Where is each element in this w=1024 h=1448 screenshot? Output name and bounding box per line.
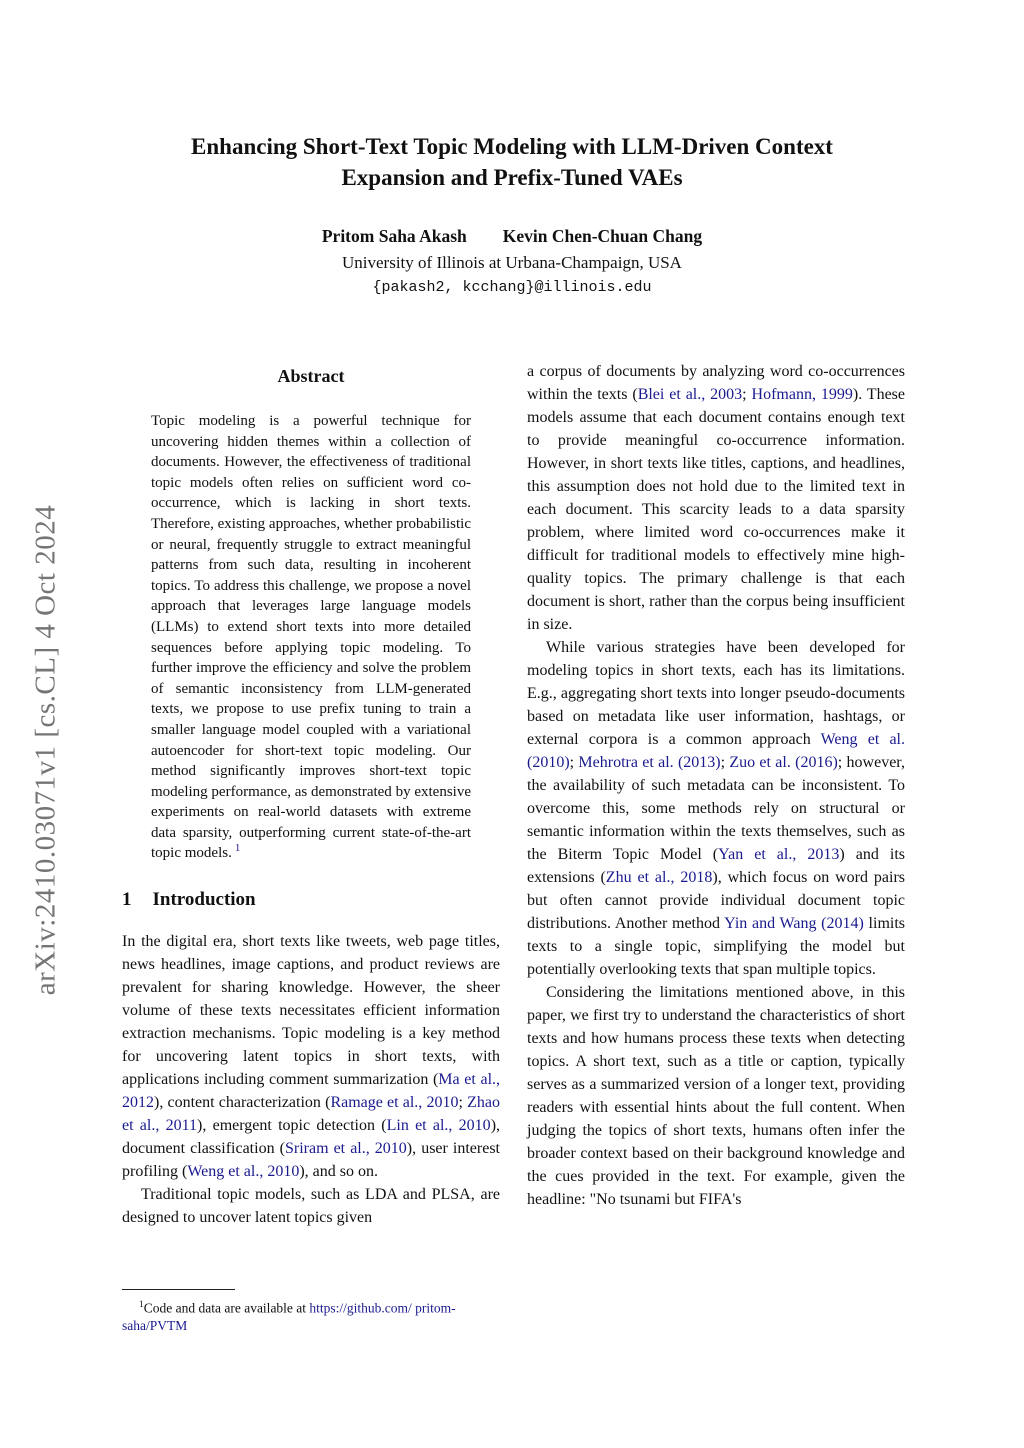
- text-run: ), which focus on word pairs but often cannot provide individual document topic distributions. Another method: [527, 869, 906, 932]
- right-paragraph-2: [527, 636, 905, 981]
- citation-link[interactable]: Ramage et al., 2010: [330, 1094, 459, 1112]
- intro-paragraph-1: [122, 930, 500, 1183]
- citation-link[interactable]: Blei et al., 2003: [637, 386, 743, 403]
- text-run: ) and its extensions (: [527, 846, 906, 886]
- text-run: ;: [742, 386, 752, 403]
- section-heading-introduction: [122, 889, 500, 911]
- citation-link[interactable]: Sriram et al., 2010: [284, 1140, 407, 1158]
- author-name-2: Kevin Chen-Chuan Chang: [502, 226, 703, 246]
- text-run: ; however, the availability of such metadata can be inconsistent. To overcome this, some methods rely on structural or semantic information within the texts themselves, such as the Biterm Topic Model (: [527, 754, 905, 863]
- text-run: ), user interest profiling (: [122, 1140, 500, 1181]
- text-run: limits texts to a single topic, simplifying the model but potentially overlooking texts that span multiple topics.: [527, 915, 906, 978]
- citation-link[interactable]: Yin and Wang (2014): [724, 915, 864, 932]
- paper-title-line-2: Expansion and Prefix-Tuned VAEs: [341, 165, 683, 190]
- text-run: Topic modeling is a powerful technique for uncovering hidden themes within a collection of documents. However, the effectiveness of traditional topic models often relies on sufficient word co-occurrence, which is lacking in short texts. Therefore, existing approaches, whether probabilistic or neural, frequently struggle to extract meaningful patterns from such data, resulting in incoherent topics. To address this challenge, we propose a novel approach that leverages large language models (LLMs) to extend short texts into more detailed sequences before applying topic modeling. To further improve the efficiency and solve the problem of semantic inconsistency from LLM-generated texts, we propose to use prefix tuning to train a smaller language model coupled with a variational autoencoder for short-text topic modeling. Our method significantly improves short-text topic modeling performance, as demonstrated by extensive experiments on real-world datasets with extreme data sparsity, outperforming current state-of-the-art topic models.: [151, 413, 471, 862]
- citation-link[interactable]: Ma et al., 2012: [122, 1071, 501, 1112]
- author-emails: {pakash2, kcchang}@illinois.edu: [372, 279, 652, 296]
- text-run: ;: [458, 1094, 468, 1112]
- abstract-body: [151, 411, 471, 864]
- text-run: ;: [569, 754, 579, 771]
- citation-link[interactable]: Zhao et al., 2011: [122, 1094, 500, 1135]
- abstract-heading: Abstract: [277, 366, 345, 386]
- footnote-divider: [122, 1289, 235, 1290]
- footnote-ref-link[interactable]: 1: [234, 842, 241, 855]
- text-run: In the digital era, short texts like tweets, web page titles, news headlines, image captions, and product reviews are prevalent for sharing knowledge. However, the sheer volume of these texts necessitates efficient information extraction mechanisms. Topic modeling is a key method for uncovering latent topics in short texts, with applications including comment summarization (: [122, 933, 500, 1089]
- text-run: While various strategies have been developed for modeling topics in short texts, each has its limitations. E.g., aggregating short texts into longer pseudo-documents based on metadata like user information, hashtags, or external corpora is a common approach: [527, 639, 905, 748]
- citation-link[interactable]: Yan et al., 2013: [718, 846, 840, 863]
- affiliation: University of Illinois at Urbana-Champaign, USA: [342, 253, 682, 272]
- author-name-1: Pritom Saha Akash: [321, 226, 467, 246]
- intro-paragraph-2: [122, 1183, 500, 1229]
- text-run: ), document classification (: [122, 1117, 501, 1158]
- citation-link[interactable]: Zuo et al. (2016): [729, 754, 838, 771]
- section-title: Introduction: [152, 889, 256, 911]
- author-list: [0, 226, 1024, 247]
- right-paragraph-1: [527, 360, 905, 636]
- citation-link[interactable]: Mehrotra et al. (2013): [578, 754, 721, 771]
- citation-link[interactable]: Weng et al., 2010: [187, 1163, 300, 1181]
- text-run: ), and so on.: [299, 1163, 378, 1181]
- text-run: a corpus of documents by analyzing word co-occurrences within the texts (: [527, 363, 905, 403]
- right-column: [527, 360, 905, 1211]
- paper-header: [0, 0, 1024, 296]
- text-run: ;: [720, 754, 730, 771]
- footnote-marker: 1: [139, 1300, 144, 1310]
- text-run: ), content characterization (: [154, 1094, 331, 1112]
- abstract-text: [151, 413, 471, 861]
- paper-title-line-1: Enhancing Short-Text Topic Modeling with LLM-Driven Context: [191, 134, 833, 159]
- citation-link[interactable]: Lin et al., 2010: [386, 1117, 491, 1135]
- footnote-text: [122, 1297, 502, 1335]
- text-run: Traditional topic models, such as LDA and PLSA, are designed to uncover latent topics given: [122, 1186, 500, 1227]
- text-run: Code and data are available at: [143, 1300, 310, 1316]
- text-run: ), emergent topic detection (: [197, 1117, 387, 1135]
- citation-link[interactable]: Weng et al. (2010): [527, 731, 905, 771]
- right-paragraph-3: [527, 981, 905, 1211]
- arxiv-watermark: arXiv:2410.03071v1 [cs.CL] 4 Oct 2024: [29, 504, 62, 996]
- text-run: Considering the limitations mentioned above, in this paper, we first try to understand the characteristics of short texts and how humans process these texts when detecting topics. A short text, such as a title or caption, typically serves as a summarized version of a longer text, providing readers with essential hints about the full content. When judging the topics of short texts, humans often infer the broader context based on their background knowledge and the cues provided in the text. For example, given the headline: "No tsunami but FIFA's: [527, 984, 905, 1208]
- section-number: 1: [122, 889, 132, 911]
- citation-link[interactable]: Zhu et al., 2018: [605, 869, 713, 886]
- text-run: ). These models assume that each document contains enough text to provide meaningful co-occurrence information. However, in short texts like titles, captions, and headlines, this assumption does not hold due to the limited text in each document. This scarcity leads to a data sparsity problem, where limited word co-occurrences make it difficult for traditional models to effectively mine high-quality topics. The primary challenge is that each document is short, rather than the corpus being insufficient in size.: [527, 386, 906, 633]
- left-column: [122, 366, 500, 1229]
- footnote-body: [122, 1301, 456, 1334]
- footnote: [122, 1289, 502, 1335]
- footnote-url-link[interactable]: https://github.com/ pritom-saha/PVTM: [122, 1300, 456, 1333]
- citation-link[interactable]: Hofmann, 1999: [751, 386, 853, 403]
